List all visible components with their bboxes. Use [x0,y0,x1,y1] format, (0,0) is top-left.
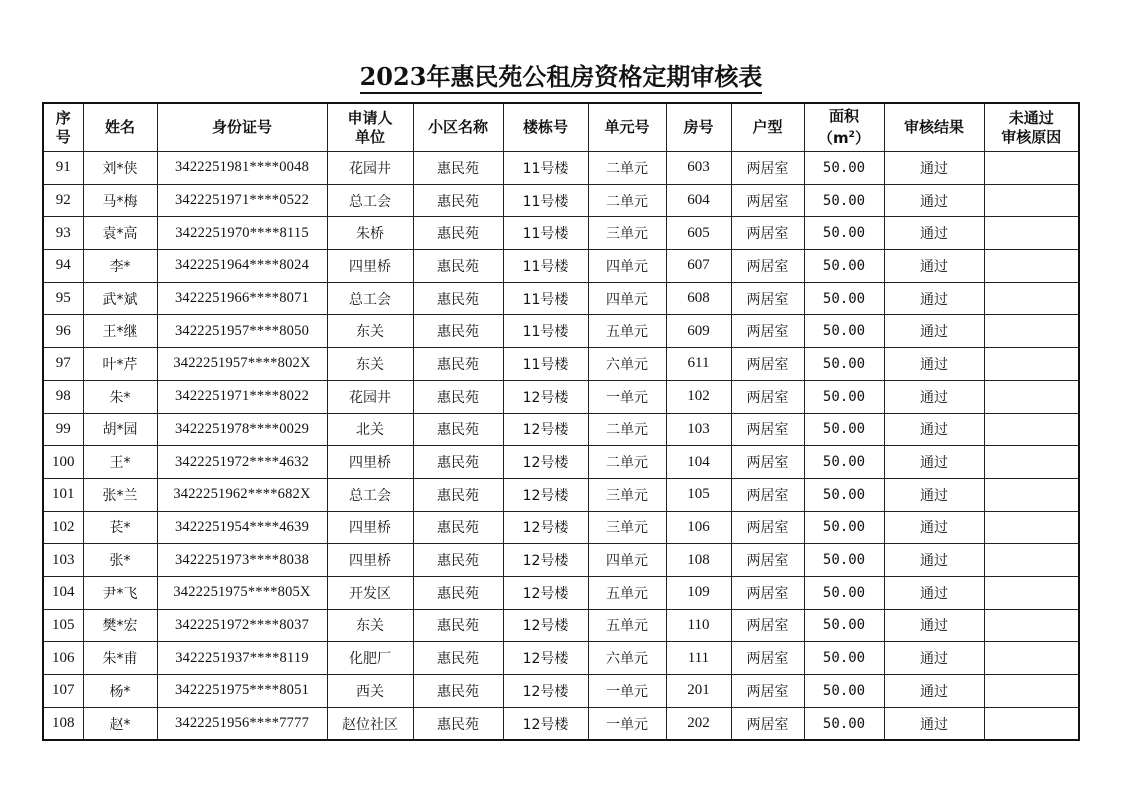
cell-name: 王*继 [83,315,157,348]
table-row [43,413,1079,446]
cell-room: 611 [666,348,731,381]
cell-unit-no: 三单元 [588,511,666,544]
cell-community: 惠民苑 [413,282,503,315]
cell-community: 惠民苑 [413,642,503,675]
cell-unit-no: 二单元 [588,184,666,217]
cell-layout: 两居室 [731,217,804,250]
header-building: 楼栋号 [503,103,588,152]
cell-building: 12号楼 [503,609,588,642]
cell-area: 50.00 [804,609,884,642]
table-row [43,348,1079,381]
title-text: 2023年惠民苑公租房资格定期审核表 [360,62,763,94]
cell-id-number: 3422251954****4639 [157,511,327,544]
cell-name: 杨* [83,675,157,708]
table-row [43,609,1079,642]
cell-seq: 104 [43,576,83,609]
cell-building: 11号楼 [503,315,588,348]
cell-applicant-unit: 东关 [327,315,413,348]
cell-layout: 两居室 [731,609,804,642]
cell-building: 11号楼 [503,184,588,217]
cell-seq: 94 [43,250,83,283]
cell-applicant-unit: 东关 [327,609,413,642]
cell-seq: 105 [43,609,83,642]
cell-community: 惠民苑 [413,184,503,217]
cell-id-number: 3422251937****8119 [157,642,327,675]
cell-seq: 102 [43,511,83,544]
cell-seq: 98 [43,380,83,413]
cell-unit-no: 四单元 [588,282,666,315]
cell-fail-reason [984,315,1079,348]
cell-applicant-unit: 朱桥 [327,217,413,250]
cell-fail-reason [984,675,1079,708]
cell-layout: 两居室 [731,511,804,544]
cell-room: 609 [666,315,731,348]
cell-area: 50.00 [804,446,884,479]
cell-layout: 两居室 [731,707,804,740]
cell-community: 惠民苑 [413,675,503,708]
cell-unit-no: 五单元 [588,609,666,642]
cell-area: 50.00 [804,282,884,315]
cell-community: 惠民苑 [413,707,503,740]
cell-layout: 两居室 [731,282,804,315]
cell-result: 通过 [884,675,984,708]
cell-fail-reason [984,250,1079,283]
audit-table [42,102,1080,741]
cell-name: 苌* [83,511,157,544]
cell-fail-reason [984,511,1079,544]
cell-community: 惠民苑 [413,544,503,577]
table-row [43,315,1079,348]
cell-result: 通过 [884,348,984,381]
cell-community: 惠民苑 [413,446,503,479]
cell-layout: 两居室 [731,446,804,479]
cell-applicant-unit: 开发区 [327,576,413,609]
cell-applicant-unit: 四里桥 [327,446,413,479]
cell-area: 50.00 [804,348,884,381]
cell-name: 朱* [83,380,157,413]
cell-room: 105 [666,478,731,511]
cell-building: 12号楼 [503,576,588,609]
cell-community: 惠民苑 [413,576,503,609]
cell-building: 12号楼 [503,478,588,511]
cell-room: 103 [666,413,731,446]
cell-room: 607 [666,250,731,283]
cell-result: 通过 [884,511,984,544]
cell-result: 通过 [884,413,984,446]
cell-room: 605 [666,217,731,250]
cell-unit-no: 六单元 [588,348,666,381]
cell-applicant-unit: 西关 [327,675,413,708]
cell-result: 通过 [884,282,984,315]
cell-fail-reason [984,152,1079,185]
table-row [43,511,1079,544]
cell-room: 108 [666,544,731,577]
table-row [43,707,1079,740]
cell-room: 111 [666,642,731,675]
cell-name: 胡*园 [83,413,157,446]
cell-room: 104 [666,446,731,479]
cell-id-number: 3422251956****7777 [157,707,327,740]
cell-fail-reason [984,348,1079,381]
cell-building: 12号楼 [503,675,588,708]
cell-seq: 101 [43,478,83,511]
cell-unit-no: 四单元 [588,250,666,283]
cell-building: 11号楼 [503,348,588,381]
cell-community: 惠民苑 [413,250,503,283]
cell-applicant-unit: 总工会 [327,282,413,315]
table-row [43,184,1079,217]
cell-unit-no: 二单元 [588,152,666,185]
table-row [43,446,1079,479]
cell-name: 袁*高 [83,217,157,250]
cell-applicant-unit: 花园井 [327,152,413,185]
cell-seq: 97 [43,348,83,381]
cell-id-number: 3422251972****8037 [157,609,327,642]
cell-community: 惠民苑 [413,609,503,642]
cell-applicant-unit: 四里桥 [327,250,413,283]
header-seq: 序 号 [43,103,83,152]
cell-applicant-unit: 总工会 [327,184,413,217]
cell-result: 通过 [884,707,984,740]
cell-community: 惠民苑 [413,152,503,185]
cell-building: 12号楼 [503,544,588,577]
cell-applicant-unit: 东关 [327,348,413,381]
cell-unit-no: 五单元 [588,576,666,609]
cell-fail-reason [984,576,1079,609]
cell-applicant-unit: 四里桥 [327,511,413,544]
cell-name: 朱*甫 [83,642,157,675]
table-row [43,152,1079,185]
cell-fail-reason [984,707,1079,740]
cell-applicant-unit: 总工会 [327,478,413,511]
cell-result: 通过 [884,446,984,479]
cell-room: 201 [666,675,731,708]
cell-area: 50.00 [804,707,884,740]
cell-area: 50.00 [804,675,884,708]
header-name: 姓名 [83,103,157,152]
cell-result: 通过 [884,315,984,348]
cell-fail-reason [984,446,1079,479]
header-unit-no: 单元号 [588,103,666,152]
cell-community: 惠民苑 [413,380,503,413]
cell-unit-no: 六单元 [588,642,666,675]
cell-fail-reason [984,217,1079,250]
cell-building: 12号楼 [503,642,588,675]
cell-layout: 两居室 [731,642,804,675]
cell-room: 603 [666,152,731,185]
cell-layout: 两居室 [731,152,804,185]
cell-id-number: 3422251966****8071 [157,282,327,315]
table-row [43,675,1079,708]
cell-area: 50.00 [804,184,884,217]
cell-layout: 两居室 [731,348,804,381]
cell-seq: 95 [43,282,83,315]
cell-seq: 103 [43,544,83,577]
cell-area: 50.00 [804,413,884,446]
cell-layout: 两居室 [731,184,804,217]
cell-id-number: 3422251971****8022 [157,380,327,413]
cell-layout: 两居室 [731,250,804,283]
cell-community: 惠民苑 [413,511,503,544]
cell-unit-no: 三单元 [588,217,666,250]
cell-building: 11号楼 [503,152,588,185]
table-row [43,478,1079,511]
cell-result: 通过 [884,250,984,283]
table-row [43,282,1079,315]
cell-area: 50.00 [804,217,884,250]
cell-room: 109 [666,576,731,609]
cell-unit-no: 五单元 [588,315,666,348]
cell-applicant-unit: 花园井 [327,380,413,413]
cell-room: 608 [666,282,731,315]
cell-name: 张* [83,544,157,577]
cell-seq: 107 [43,675,83,708]
cell-id-number: 3422251962****682X [157,478,327,511]
cell-unit-no: 二单元 [588,446,666,479]
cell-layout: 两居室 [731,380,804,413]
cell-seq: 93 [43,217,83,250]
cell-community: 惠民苑 [413,413,503,446]
table-row [43,250,1079,283]
cell-layout: 两居室 [731,576,804,609]
header-result: 审核结果 [884,103,984,152]
cell-community: 惠民苑 [413,348,503,381]
header-layout: 户型 [731,103,804,152]
header-room: 房号 [666,103,731,152]
cell-applicant-unit: 化肥厂 [327,642,413,675]
cell-result: 通过 [884,380,984,413]
cell-building: 11号楼 [503,282,588,315]
table-row [43,576,1079,609]
cell-applicant-unit: 四里桥 [327,544,413,577]
header-community: 小区名称 [413,103,503,152]
cell-fail-reason [984,282,1079,315]
cell-id-number: 3422251973****8038 [157,544,327,577]
cell-fail-reason [984,544,1079,577]
cell-name: 马*梅 [83,184,157,217]
cell-name: 张*兰 [83,478,157,511]
cell-room: 102 [666,380,731,413]
cell-id-number: 3422251957****802X [157,348,327,381]
cell-area: 50.00 [804,152,884,185]
cell-seq: 99 [43,413,83,446]
table-row [43,642,1079,675]
cell-area: 50.00 [804,250,884,283]
cell-unit-no: 一单元 [588,707,666,740]
cell-fail-reason [984,478,1079,511]
cell-community: 惠民苑 [413,217,503,250]
cell-fail-reason [984,184,1079,217]
cell-layout: 两居室 [731,478,804,511]
cell-id-number: 3422251978****0029 [157,413,327,446]
cell-fail-reason [984,609,1079,642]
cell-fail-reason [984,413,1079,446]
cell-result: 通过 [884,152,984,185]
cell-name: 赵* [83,707,157,740]
cell-name: 樊*宏 [83,609,157,642]
header-fail-reason: 未通过 审核原因 [984,103,1079,152]
header-applicant-unit: 申请人 单位 [327,103,413,152]
cell-area: 50.00 [804,380,884,413]
cell-room: 202 [666,707,731,740]
cell-fail-reason [984,642,1079,675]
table-row [43,544,1079,577]
cell-id-number: 3422251972****4632 [157,446,327,479]
cell-area: 50.00 [804,544,884,577]
table-body [43,152,1079,741]
cell-community: 惠民苑 [413,315,503,348]
cell-area: 50.00 [804,511,884,544]
cell-building: 12号楼 [503,707,588,740]
cell-id-number: 3422251957****8050 [157,315,327,348]
cell-applicant-unit: 北关 [327,413,413,446]
cell-result: 通过 [884,184,984,217]
cell-id-number: 3422251981****0048 [157,152,327,185]
cell-area: 50.00 [804,478,884,511]
table-row [43,380,1079,413]
cell-result: 通过 [884,544,984,577]
cell-name: 刘*侠 [83,152,157,185]
table-row [43,217,1079,250]
cell-unit-no: 三单元 [588,478,666,511]
cell-seq: 91 [43,152,83,185]
cell-unit-no: 一单元 [588,675,666,708]
cell-building: 12号楼 [503,511,588,544]
cell-seq: 106 [43,642,83,675]
cell-fail-reason [984,380,1079,413]
cell-name: 王* [83,446,157,479]
cell-community: 惠民苑 [413,478,503,511]
cell-room: 106 [666,511,731,544]
cell-id-number: 3422251964****8024 [157,250,327,283]
cell-layout: 两居室 [731,413,804,446]
cell-name: 武*斌 [83,282,157,315]
header-area: 面积 $(m^2)$ [804,103,884,152]
cell-unit-no: 二单元 [588,413,666,446]
cell-seq: 108 [43,707,83,740]
cell-building: 11号楼 [503,217,588,250]
cell-seq: 96 [43,315,83,348]
cell-building: 12号楼 [503,413,588,446]
cell-unit-no: 四单元 [588,544,666,577]
cell-name: 叶*芹 [83,348,157,381]
table-header-row [43,103,1079,152]
cell-result: 通过 [884,576,984,609]
cell-name: 尹*飞 [83,576,157,609]
cell-layout: 两居室 [731,675,804,708]
cell-area: 50.00 [804,315,884,348]
cell-area: 50.00 [804,642,884,675]
cell-layout: 两居室 [731,544,804,577]
cell-layout: 两居室 [731,315,804,348]
cell-building: 11号楼 [503,250,588,283]
cell-name: 李* [83,250,157,283]
cell-room: 110 [666,609,731,642]
cell-id-number: 3422251975****805X [157,576,327,609]
cell-id-number: 3422251975****8051 [157,675,327,708]
cell-building: 12号楼 [503,380,588,413]
cell-room: 604 [666,184,731,217]
cell-seq: 92 [43,184,83,217]
cell-unit-no: 一单元 [588,380,666,413]
cell-area: 50.00 [804,576,884,609]
cell-result: 通过 [884,609,984,642]
cell-id-number: 3422251971****0522 [157,184,327,217]
cell-id-number: 3422251970****8115 [157,217,327,250]
cell-applicant-unit: 赵位社区 [327,707,413,740]
page-title [0,62,1122,92]
cell-result: 通过 [884,642,984,675]
header-id-number: 身份证号 [157,103,327,152]
cell-result: 通过 [884,478,984,511]
cell-result: 通过 [884,217,984,250]
cell-building: 12号楼 [503,446,588,479]
cell-seq: 100 [43,446,83,479]
